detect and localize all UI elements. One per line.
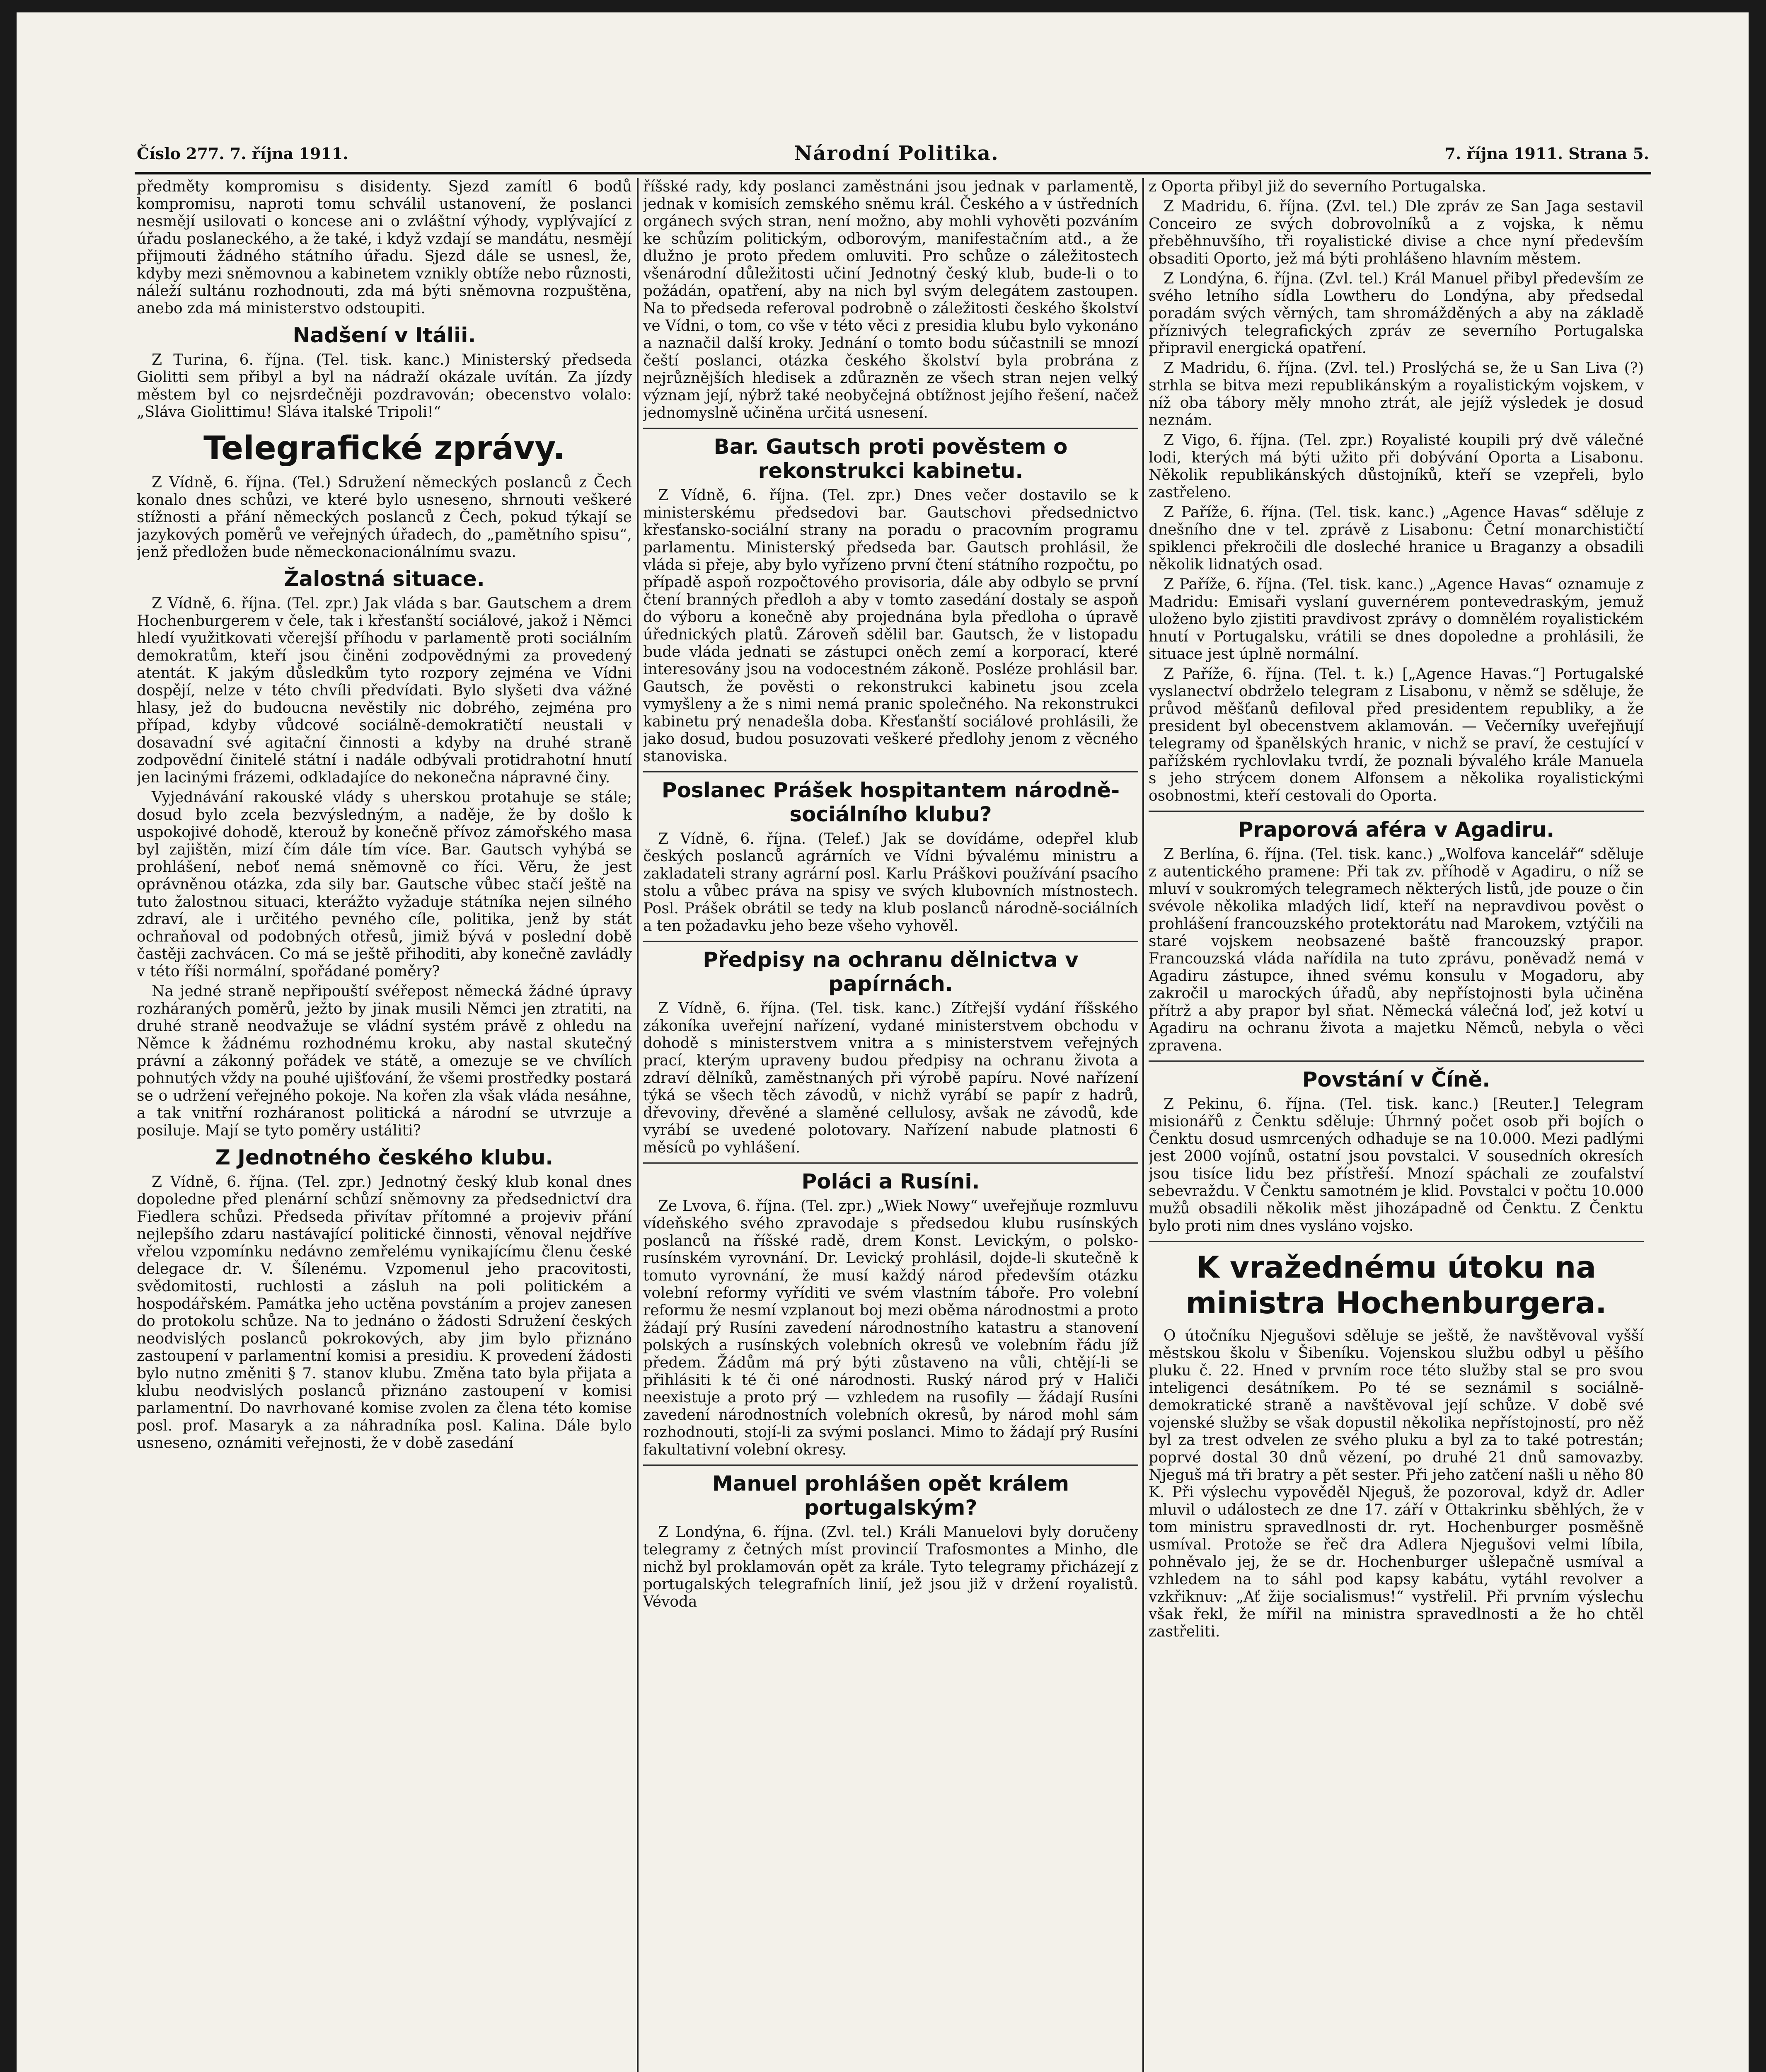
column-divider (1142, 178, 1144, 2072)
article-paragraph: Z Paříže, 6. října. (Tel. tisk. kanc.) „Agence Havas“ oznamuje z Madridu: Emisaři vyslaní guvernérem pontevedraským, jemuž uloženo bylo zjistiti pravdivost zprávy o domnělém royalistickém hnutí v Portugalsku, vrátili se dnes dopoledne a prohlásili, že situace jest úplně normální. (1149, 576, 1644, 663)
article-paragraph: Z Turina, 6. října. (Tel. tisk. kanc.) Ministerský předseda Giolitti sem přibyl a byl na nádraží okázale uvítán. Za jízdy městem byl co nejsrdečněji pozdravován; obecenstvo volalo: „Sláva Giolittimu! Sláva italské Tripoli!“ (137, 351, 632, 421)
section-heading: Telegrafické zprávy. (203, 430, 565, 467)
article-heading: Poslanec Prášek hospitantem národně-sociálního klubu? (661, 778, 1120, 826)
article-paragraph: říšské rady, kdy poslanci zaměstnáni jsou jednak v parlamentě, jednak v komisích zemského sněmu král. Českého a v ústředních orgánech svých stran, není možno, aby mohli vyhověti pozváním ke schůzím politickým, odborovým, manifestačním atd., a že dlužno je proto předem omluviti. Pro schůze o záležitostech všenárodní důležitosti učiní Jednotný český klub, bude-li o to požádán, opatření, aby na nich byl svým delegátem zastoupen. Na to předseda referoval podrobně o záležitosti českého školství ve Vídni, o tom, co vše v této věci z presidia klubu bylo vykonáno a naznačil další kroky. Jednání o tomto bodu súčastnili se mnozí čeští poslanci, otázka českého školství byla probrána z nejrůznějších hledisek a zdůrazněn ze všech stran nejen velký význam její, nýbrž také neobyčejná obtížnost jejího řešení, načež jednomyslně učiněna určitá usnesení. (643, 178, 1138, 421)
article-separator (1149, 811, 1644, 812)
article-heading: Povstání v Číně. (1302, 1067, 1490, 1092)
article-paragraph: Z Madridu, 6. října. (Zvl. tel.) Dle zpráv ze San Jaga sestavil Conceiro ze svých dobrovolníků a z vojska, k němu přeběhnuvšího, tři royalistické divise a chce nyní především obsaditi Oporto, jež má býti prohlášeno hlavním městem. (1149, 198, 1644, 267)
column-1 (137, 178, 632, 2072)
column-2 (643, 178, 1138, 2072)
article-heading: Bar. Gautsch proti pověstem o rekonstrukci kabinetu. (714, 435, 1068, 483)
article-paragraph: Z Londýna, 6. října. (Zvl. tel.) Král Manuel přibyl především ze svého letního sídla Lowtheru do Londýna, aby předsedal poradám svých věrných, tam shromážděných a aby na základě příznivých telegrafických zpráv ze severního Portugalska připravil energická opatření. (1149, 270, 1644, 357)
article-heading: K vražednému útoku na ministra Hochenburgera. (1185, 1250, 1607, 1320)
issue-number-date: Číslo 277. 7. října 1911. (137, 144, 348, 163)
article-heading: Manuel prohlášen opět králem portugalským? (712, 1472, 1069, 1520)
article-paragraph: Z Pekinu, 6. října. (Tel. tisk. kanc.) [Reuter.] Telegram misionářů z Čenktu sděluje: Úhrnný počet osob při bojích o Čenktu dosud usmrcených odhaduje se na 10.000. Mezi padlými jest 2000 vojínů, ostatní jsou povstalci. V sousedních okresích jsou tisíce lidu bez přístřeší. Mnozí spáchali ze zoufalství sebevraždu. V Čenktu samotném je klid. Povstalci v počtu 10.000 mužů obsadili několik měst jihozápadně od Čenktu. Z Čenktu bylo proti nim dnes vysláno vojsko. (1149, 1096, 1644, 1234)
column-divider (637, 178, 639, 2072)
newspaper-page (17, 12, 1749, 2072)
article-heading: Nadšení v Itálii. (293, 323, 476, 347)
article-paragraph: Z Vídně, 6. října. (Tel. zpr.) Jednotný český klub konal dnes dopoledne před plenární schůzí sněmovny za předsednictví dra Fiedlera schůzi. Předseda přivítav přítomné a projeviv přání nejlepšího zdaru nastávající politické činnosti, věnoval nejdříve vřelou vzpomínku nedávno zemřelému vynikajícímu členu české delegace dr. V. Šílenému. Vzpomenul jeho pracovitosti, svědomitosti, ruchlosti a zásluh na poli politickém a hospodářském. Památka jeho uctěna povstáním a projev zanesen do protokolu schůze. Na to jednáno o žádosti Sdružení českých neodvislých poslanců pokrokových, aby jim bylo přiznáno zastoupení v parlamentní komisi a presidiu. K provedení žádosti bylo nutno změniti § 7. stanov klubu. Změna tato byla přijata a klubu neodvislých poslanců přiznáno zastoupení v komisi parlamentní. Do navrhované komise zvolen za člena této komise posl. prof. Masaryk a za náhradníka posl. Kalina. Dále bylo usneseno, oznámiti veřejnosti, že v době zasedání (137, 1174, 632, 1452)
article-separator (643, 771, 1138, 772)
article-paragraph: Z Vídně, 6. října. (Tel.) Sdružení německých poslanců z Čech konalo dnes schůzi, ve které bylo usneseno, shrnouti veškeré stížnosti a přání německých poslanců z Čech, pokud týkají se jazykových poměrů ve veřejných úřadech, do „pamětního spisu“, jenž předložen bude německonacionálnímu svazu. (137, 474, 632, 561)
page-header (137, 139, 1649, 168)
article-separator (1149, 1060, 1644, 1062)
article-paragraph: Z Berlína, 6. října. (Tel. tisk. kanc.) „Wolfova kancelář“ sděluje z autentického pramene: Při tak zv. příhodě v Agadiru, o níž se mluví v soukromých telegramech některých listů, jde pouze o čin svévole několika mladých lidí, kteří na nepravdivou pověst o prohlášení francouzského protektorátu nad Marokem, vztýčili na staré vojskem neobsazené baště francouzský prapor. Francouzská vláda nařídila na tuto zprávu, poněvadž nemá v Agadiru zástupce, ihned svému konsulu v Mogadoru, aby zakročil u marockých úřadů, aby nepřístojnosti byla učiněna přítrž a aby prapor byl sňat. Německá válečná loď, jež kotví u Agadiru na ochranu života a majetku Němců, nebyla o věci zpravena. (1149, 846, 1644, 1054)
article-heading: Žalostná situace. (284, 567, 485, 591)
article-separator (643, 941, 1138, 942)
article-heading: Poláci a Rusíni. (801, 1169, 980, 1193)
masthead: Národní Politika. (794, 142, 999, 165)
header-rule (135, 172, 1651, 174)
article-heading: Předpisy na ochranu dělnictva v papírnách. (703, 948, 1079, 996)
article-paragraph: Z Vídně, 6. října. (Tel. zpr.) Dnes večer dostavilo se k ministerskému předsedovi bar. Gautschovi předsednictvo křesťansko-sociální strany na poradu o pracovním programu parlamentu. Ministerský předseda bar. Gautsch prohlásil, že vláda si přeje, aby bylo vyřízeno první čtení státního rozpočtu, po případě aspoň rozpočtového provisoria, dále aby odbylo se první čtení branných předloh a aby v tomto zasedání dostaly se aspoň do výboru a konečně aby projednána byla předloha o úpravě úřednických platů. Zároveň sdělil bar. Gautsch, že v listopadu bude vláda jednati se zástupci oněch zemí a korporací, které interesovány jsou na vodocestném zákoně. Posléze prohlásil bar. Gautsch, že pověsti o rekonstrukci kabinetu jsou zcela vymyšleny a že s nimi nemá pranic společného. Na rekonstrukci kabinetu prý nenadešla doba. Křesťanští sociálové prohlásili, že jako dosud, budou posuzovati veškeré předlohy jenom z věcného stanoviska. (643, 487, 1138, 765)
article-paragraph: Z Londýna, 6. října. (Zvl. tel.) Králi Manuelovi byly doručeny telegramy z četných míst provincií Trafosmontes a Minho, dle nichž byl proklamován opět za krále. Tyto telegramy přicházejí z portugalských telegrafních linií, jež jsou již v držení royalistů. Vévoda (643, 1524, 1138, 1610)
article-paragraph: Z Vídně, 6. října. (Tel. tisk. kanc.) Zítřejší vydání říšského zákoníka uveřejní nařízení, vydané ministerstvem obchodu v dohodě s ministerstvem vnitra a s ministerstvem veřejných prací, kterým upraveny budou předpisy na ochranu života a zdraví dělníků, zaměstnaných při výrobě papíru. Nové nařízení týká se všech těch závodů, v nichž vyrábí se papír z hadrů, dřevoviny, dřevěné a slaměné cellulosy, avšak ne závodů, kde vyrábí se uvedené polotovary. Nařízení nabude platnosti 6 měsíců po vyhlášení. (643, 1000, 1138, 1156)
article-paragraph: Vyjednávání rakouské vlády s uherskou protahuje se stále; dosud bylo zcela bezvýsledným, a naděje, že by došlo k uspokojivé dohodě, kterouž by konečně přívoz zámořského masa byl zajištěn, mizí čím dále tím více. Bar. Gautsch vyhýbá se prohlášení, neboť nemá sněmovně co říci. Věru, že jest oprávněnou otázka, zda sily bar. Gautsche vůbec stačí ještě na tuto žalostnou situaci, kterážto vyžaduje státníka nejen silného zdraví, ale i určitého pevného cíle, politika, jenž by stát ochraňoval od podobných otřesů, jimiž bývá v poslední době častěji zachvácen. Co má se ještě přihoditi, aby konečně zavládly v této říši normální, spořádané poměry? (137, 789, 632, 980)
article-separator (643, 428, 1138, 429)
article-paragraph: Z Paříže, 6. října. (Tel. tisk. kanc.) „Agence Havas“ sděluje z dnešního dne v tel. zprávě z Lisabonu: Četní monarchističtí spiklenci překročili dle dosleché hranice u Braganzy a obsadili několik lidnatých osad. (1149, 504, 1644, 573)
article-paragraph: Z Madridu, 6. října. (Zvl. tel.) Proslýchá se, že u San Liva (?) strhla se bitva mezi republikánským a royalistickým vojskem, v níž oba tábory měly mnoho ztrát, ale jejíž výsledek je dosud neznám. (1149, 360, 1644, 429)
article-paragraph: z Oporta přibyl již do severního Portugalska. (1149, 178, 1486, 195)
column-3 (1149, 178, 1644, 2072)
article-separator (643, 1162, 1138, 1164)
article-paragraph: předměty kompromisu s disidenty. Sjezd zamítl 6 bodů kompromisu, naproti tomu schválil ustanovení, že poslanci nesmějí usilovati o koncese ani o zvláštní výhody, vyplývající z úřadu poslaneckého, a že také, i když vzdají se mandátu, nesmějí přijmouti žádného státního úřadu. Sjezd dále se usnesl, že, kdyby mezi sněmovnou a kabinetem vznikly obtíže nebo různosti, náleží sultánu rozhodnouti, zda má býti sněmovna rozpuštěna, anebo zda má ministerstvo odstoupiti. (137, 178, 632, 317)
article-separator (643, 1464, 1138, 1466)
article-heading: Praporová aféra v Agadiru. (1238, 818, 1555, 842)
article-paragraph: Z Vídně, 6. října. (Tel. zpr.) Jak vláda s bar. Gautschem a drem Hochenburgerem v čele, tak i křesťanští sociálové, jakož i Němci hledí využitkovati včerejší příhodu v parlamentě proti sociálním demokratům, kteří jsou činěni zodpovědnými za provedený atentát. K jakým důsledkům tyto rozpory zejména ve Vídni dospějí, nelze v této chvíli předvídati. Bylo slyšeti dva vážné hlasy, jež do budoucna nevěstily nic dobrého, zejména pro případ, kdyby vůdcové sociálně-demokratičtí neustali v dosavadní své agitační činnosti a kdyby na druhé straně zodpovědní činitelé státní i nadále odbývali protidrahotní hnutí jen lacinými frázemi, odkladajíce do nekonečna nápravné činy. (137, 595, 632, 786)
article-heading: Z Jednotného českého klubu. (215, 1145, 554, 1169)
article-paragraph: O útočníku Njegušovi sděluje se ještě, že navštěvoval vyšší městskou školu v Šibeníku. Vojenskou službu odbyl u pěšího pluku č. 22. Hned v prvním roce této služby stal se pro svou inteligenci desátníkem. Po té se seznámil s sociálně-demokratické straně a navštěvoval její schůze. V době své vojenské služby se však dopustil několika nepřístojností, pro něž byl za trest odvelen ze svého pluku a byl za to také potrestán; poprvé dostal 30 dnů vězení, po druhé 21 dnů samovazby. Njeguš má tři bratry a pět sester. Při jeho zatčení našli u něho 80 K. Při výslechu vypověděl Njeguš, že pozoroval, když dr. Adler mluvil o událostech ze dne 17. září v Ottakrinku sběhlých, že v tom ministru spravedlnosti dr. ryt. Hochenburger posměšně usmíval. Protože se řeč dra Adlera Njegušovi velmi líbila, pohněvalo jej, že se dr. Hochenburger ušlepačně usmíval a vzhledem na to sáhl pod kapsy kabátu, vytáhl revolver a vzkřiknuv: „Ať žije socialismus!“ vystřelil. Při prvním výslechu však řekl, že mířil na ministra spravedlnosti a že ho chtěl zastřeliti. (1149, 1327, 1644, 1640)
article-paragraph: Ze Lvova, 6. října. (Tel. zpr.) „Wiek Nowy“ uveřejňuje rozmluvu vídeňského svého zpravodaje s předsedou klubu rusínských poslanců na říšské radě, drem Konst. Levickým, o polsko-rusínském vyrovnání. Dr. Levický prohlásil, dojde-li skutečně k tomuto vyrovnání, že musí každý národ především otázku volební reformy vyříditi ve svém vlastním táboře. Pro volební reformu že nesmí vzplanout boj mezi oběma národnostmi a proto žádají prý Rusíni zavedení národnostního katastru a stanovení polských a rusínských volebních okresů ve volebním řádu jíž předem. Žádům má prý býti zůstaveno na vůli, chtějí-li se přihlásiti k té či oné národnosti. Ruský národ prý v Haliči neexistuje a proto prý — vzhledem na rusofily — žádají Rusíni zavedení národnostních volebních okresů, by národ mohl sám rozhodnouti, stojí-li za svými poslanci. Mimo to žádají prý Rusíni fakultativní volební okresy. (643, 1198, 1138, 1458)
article-paragraph: Na jedné straně nepřipouští svéřepost německá žádné úpravy rozháraných poměrů, ježto by jinak musili Němci jen ztratiti, na druhé straně neodvažuje se vládní systém právě z ohledu na Němce k žádnému rozhodnému kroku, aby nastal skutečný právní a zákonný pořádek ve státě, a omezuje se ve chvílích pohnutých vždy na pouhé ujišťování, že všemi prostředky postará se o udržení veřejného pokoje. Na kořen zla však vláda nesáhne, a tak vnitřní rozháranost politická a národní se utvrzuje a posiluje. Mají se tyto poměry ustáliti? (137, 983, 632, 1139)
article-separator (1149, 1241, 1644, 1242)
article-paragraph: Z Paříže, 6. října. (Tel. t. k.) [„Agence Havas.“] Portugalské vyslanectví obdrželo telegram z Lisabonu, v němž se sděluje, že průvod měšťanů defiloval před presidentem republiky, a že president byl obecenstvem aklamován. — Večerníky uveřejňují telegramy od španělských hranic, v nichž se praví, že cestující v pařížském rychlovlaku tvrdí, že poznali bývalého krále Manuela s jeho strýcem donem Alfonsem a několika royalistickými osobnostmi, kteří cestovali do Oporta. (1149, 666, 1644, 804)
article-paragraph: Z Vídně, 6. října. (Telef.) Jak se dovídáme, odepřel klub českých poslanců agrárních ve Vídni bývalému ministru a zakladateli strany agrární posl. Karlu Práškovi používání psacího stolu a vůbec práva na spisy ve svých klubovních místnostech. Posl. Prášek obrátil se tedy na klub poslanců národně-sociálních a ten požadavku jeho beze všeho vyhověl. (643, 830, 1138, 934)
article-paragraph: Z Vigo, 6. října. (Tel. zpr.) Royalisté koupili prý dvě válečné lodi, kterých má býti užito při dobývání Oporta a Lisabonu. Několik republikánských důstojníků, kteří se vzepřeli, bylo zastřeleno. (1149, 432, 1644, 501)
date-page-number: 7. října 1911. Strana 5. (1444, 144, 1649, 163)
